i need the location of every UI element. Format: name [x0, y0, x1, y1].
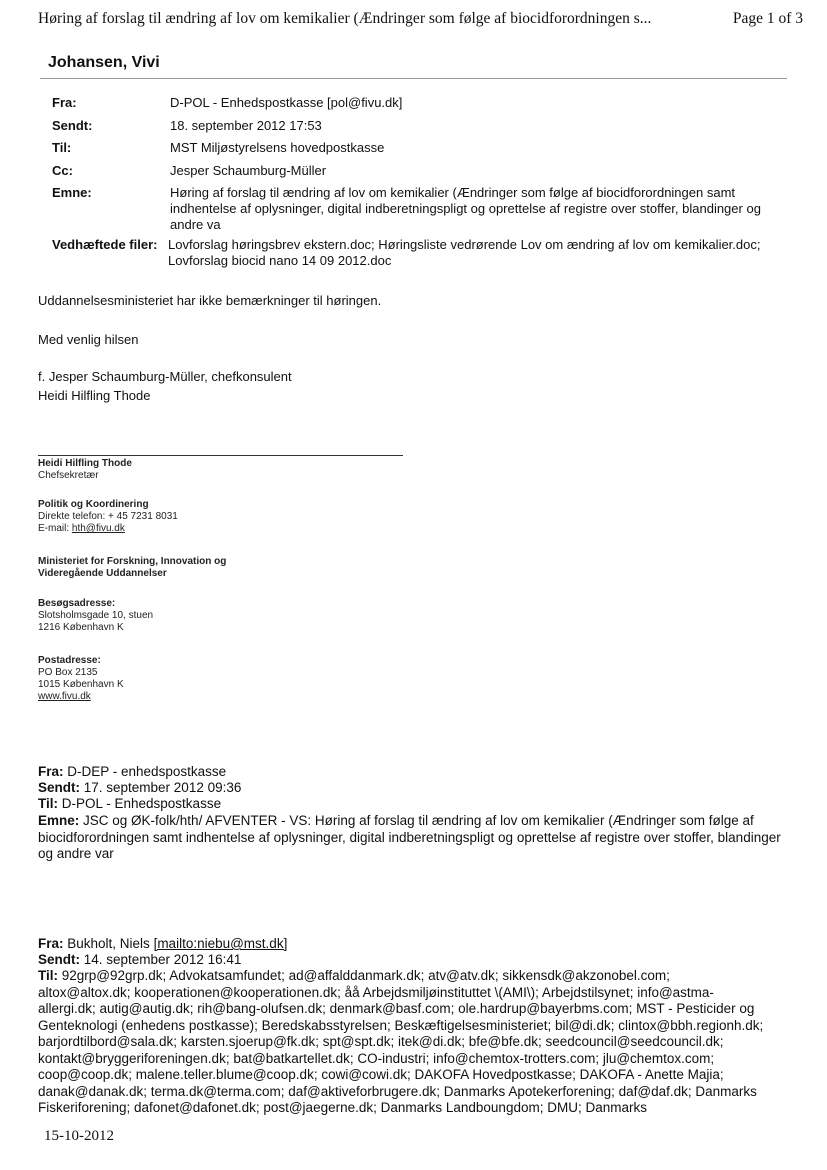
signature-website-link[interactable]: www.fivu.dk	[38, 691, 91, 702]
signature-name: Heidi Hilfling Thode	[38, 458, 132, 469]
signature-department: Politik og Koordinering	[38, 499, 149, 510]
field-value-sendt: 18. september 2012 17:53	[170, 118, 322, 133]
signoff-line-2: Heidi Hilfling Thode	[38, 388, 151, 403]
page-number: Page 1 of 3	[732, 10, 803, 27]
field-value-til: MST Miljøstyrelsens hovedpostkasse	[170, 140, 385, 155]
greeting: Med venlig hilsen	[38, 332, 139, 347]
field-label-attachments: Vedhæftede filer:	[52, 237, 158, 252]
header-divider	[40, 78, 787, 79]
post-address-label: Postadresse:	[38, 655, 101, 666]
recipient-line: coop@coop.dk; malene.teller.blume@coop.dk; cowi@cowi.dk; DAKOFA Hovedpostkasse; DAKOFA - Anette Majia;	[38, 1067, 724, 1082]
body-text: Uddannelsesministeriet har ikke bemærkninger til høringen.	[38, 293, 382, 308]
field-label-fra: Fra:	[52, 95, 77, 110]
recipient-line: Genteknologi (enhedens postkasse); Beredskabsstyrelsen; Beskæftigelsesministeriet; bil@di.dk; clintox@bbh.regionh.dk;	[38, 1017, 764, 1033]
signoff-line-1: f. Jesper Schaumburg-Müller, chefkonsulent	[38, 369, 292, 384]
recipient-line: kontakt@bryggeriforeningen.dk; bat@batkartellet.dk; CO-industri; info@chemtox-trotters.com; jlu@chemtox.com;	[38, 1050, 715, 1066]
recipient-line: allergi.dk; autig@autig.dk; rih@bang-olufsen.dk; denmark@basf.com; ole.hardrup@bayerbms.com; MST - Pesticider og	[38, 1001, 755, 1016]
forward1-emne: Emne: JSC og ØK-folk/hth/ AFVENTER - VS: Høring af forslag til ændring af lov om kemikalier (Ændringer som følge af biocidforordningen samt indhentelse af oplysninger, digital indberetningspligt og oprettelse af registre over stoffer, blandinger og andre var	[38, 813, 781, 861]
recipient-line: Fiskeriforening; dafonet@dafonet.dk; post@jaegerne.dk; Danmarks Landboungdom; DMU; Danmarks	[38, 1100, 647, 1115]
signature-phone: Direkte telefon: + 45 7231 8031	[38, 511, 178, 522]
post-address-line-2: 1015 København K	[38, 679, 124, 690]
signature-role: Chefsekretær	[38, 470, 99, 481]
field-label-sendt: Sendt:	[52, 118, 93, 133]
visit-address-line-1: Slotsholmsgade 10, stuen	[38, 610, 154, 621]
footer-date: 15-10-2012	[44, 1128, 114, 1144]
field-label-cc: Cc:	[52, 163, 73, 178]
field-label-emne: Emne:	[52, 185, 92, 200]
field-value-fra: D-POL - Enhedspostkasse [pol@fivu.dk]	[170, 95, 403, 110]
forward2-til	[38, 968, 790, 1117]
forward1-til: Til: D-POL - Enhedspostkasse	[38, 796, 222, 811]
attachments-list[interactable]: Lovforslag høringsbrev ekstern.doc; Høringsliste vedrørende Lov om ændring af lov om kemikalier.doc; Lovforslag biocid nano 14 09 2012.doc	[168, 237, 761, 268]
signature-divider	[38, 455, 403, 456]
signature-email-link[interactable]: hth@fivu.dk	[71, 523, 125, 534]
sender-name: Johansen, Vivi	[48, 54, 160, 71]
visit-address-label: Besøgsadresse:	[38, 598, 116, 609]
recipient-line: Til: 92grp@92grp.dk; Advokatsamfundet; ad@affalddanmark.dk; atv@atv.dk; sikkensdk@akzonobel.com;	[38, 968, 670, 983]
field-label-til: Til:	[52, 140, 72, 155]
forward2-sendt: Sendt: 14. september 2012 16:41	[38, 952, 242, 967]
visit-address-line-2: 1216 København K	[38, 622, 124, 633]
forward2-mailto-link[interactable]: [mailto:niebu@mst.dk]	[153, 936, 288, 951]
forward1-fra: Fra: D-DEP - enhedspostkasse	[38, 764, 227, 779]
field-value-emne: Høring af forslag til ændring af lov om kemikalier (Ændringer som følge af biocidforordningen samt indhentelse af oplysninger, digital indberetningspligt og oprettelse af registre over stoffer, blandinger og andre va	[170, 185, 761, 232]
signature-ministry-line-1: Ministeriet for Forskning, Innovation og	[38, 556, 227, 567]
signature-email-row: E-mail: hth@fivu.dk	[38, 523, 125, 534]
recipient-line: danak@danak.dk; terma.dk@terma.com; daf@aktiveforbrugere.dk; Danmarks Apotekerforening; daf@daf.dk; Danmarks	[38, 1083, 757, 1099]
signature-ministry-line-2: Videregående Uddannelser	[38, 568, 167, 579]
post-address-line-1: PO Box 2135	[38, 667, 98, 678]
page-header-title: Høring af forslag til ændring af lov om kemikalier (Ændringer som følge af biocidforordningen s...	[38, 10, 652, 27]
recipient-line: altox@altox.dk; kooperationen@kooperationen.dk; åå Arbejdsmiljøinstituttet \(AMI\); Arbejdstilsynet; info@astma-	[38, 984, 714, 1000]
forward2-fra: Fra: Bukholt, Niels [mailto:niebu@mst.dk]	[38, 936, 288, 951]
recipient-line: barjordtilbord@sala.dk; karsten.sjoerup@fk.dk; spt@spt.dk; itek@di.dk; bfe@bfe.dk; seedcouncil@seedcouncil.dk;	[38, 1034, 724, 1049]
forward1-sendt: Sendt: 17. september 2012 09:36	[38, 780, 242, 795]
field-value-cc: Jesper Schaumburg-Müller	[170, 163, 327, 178]
